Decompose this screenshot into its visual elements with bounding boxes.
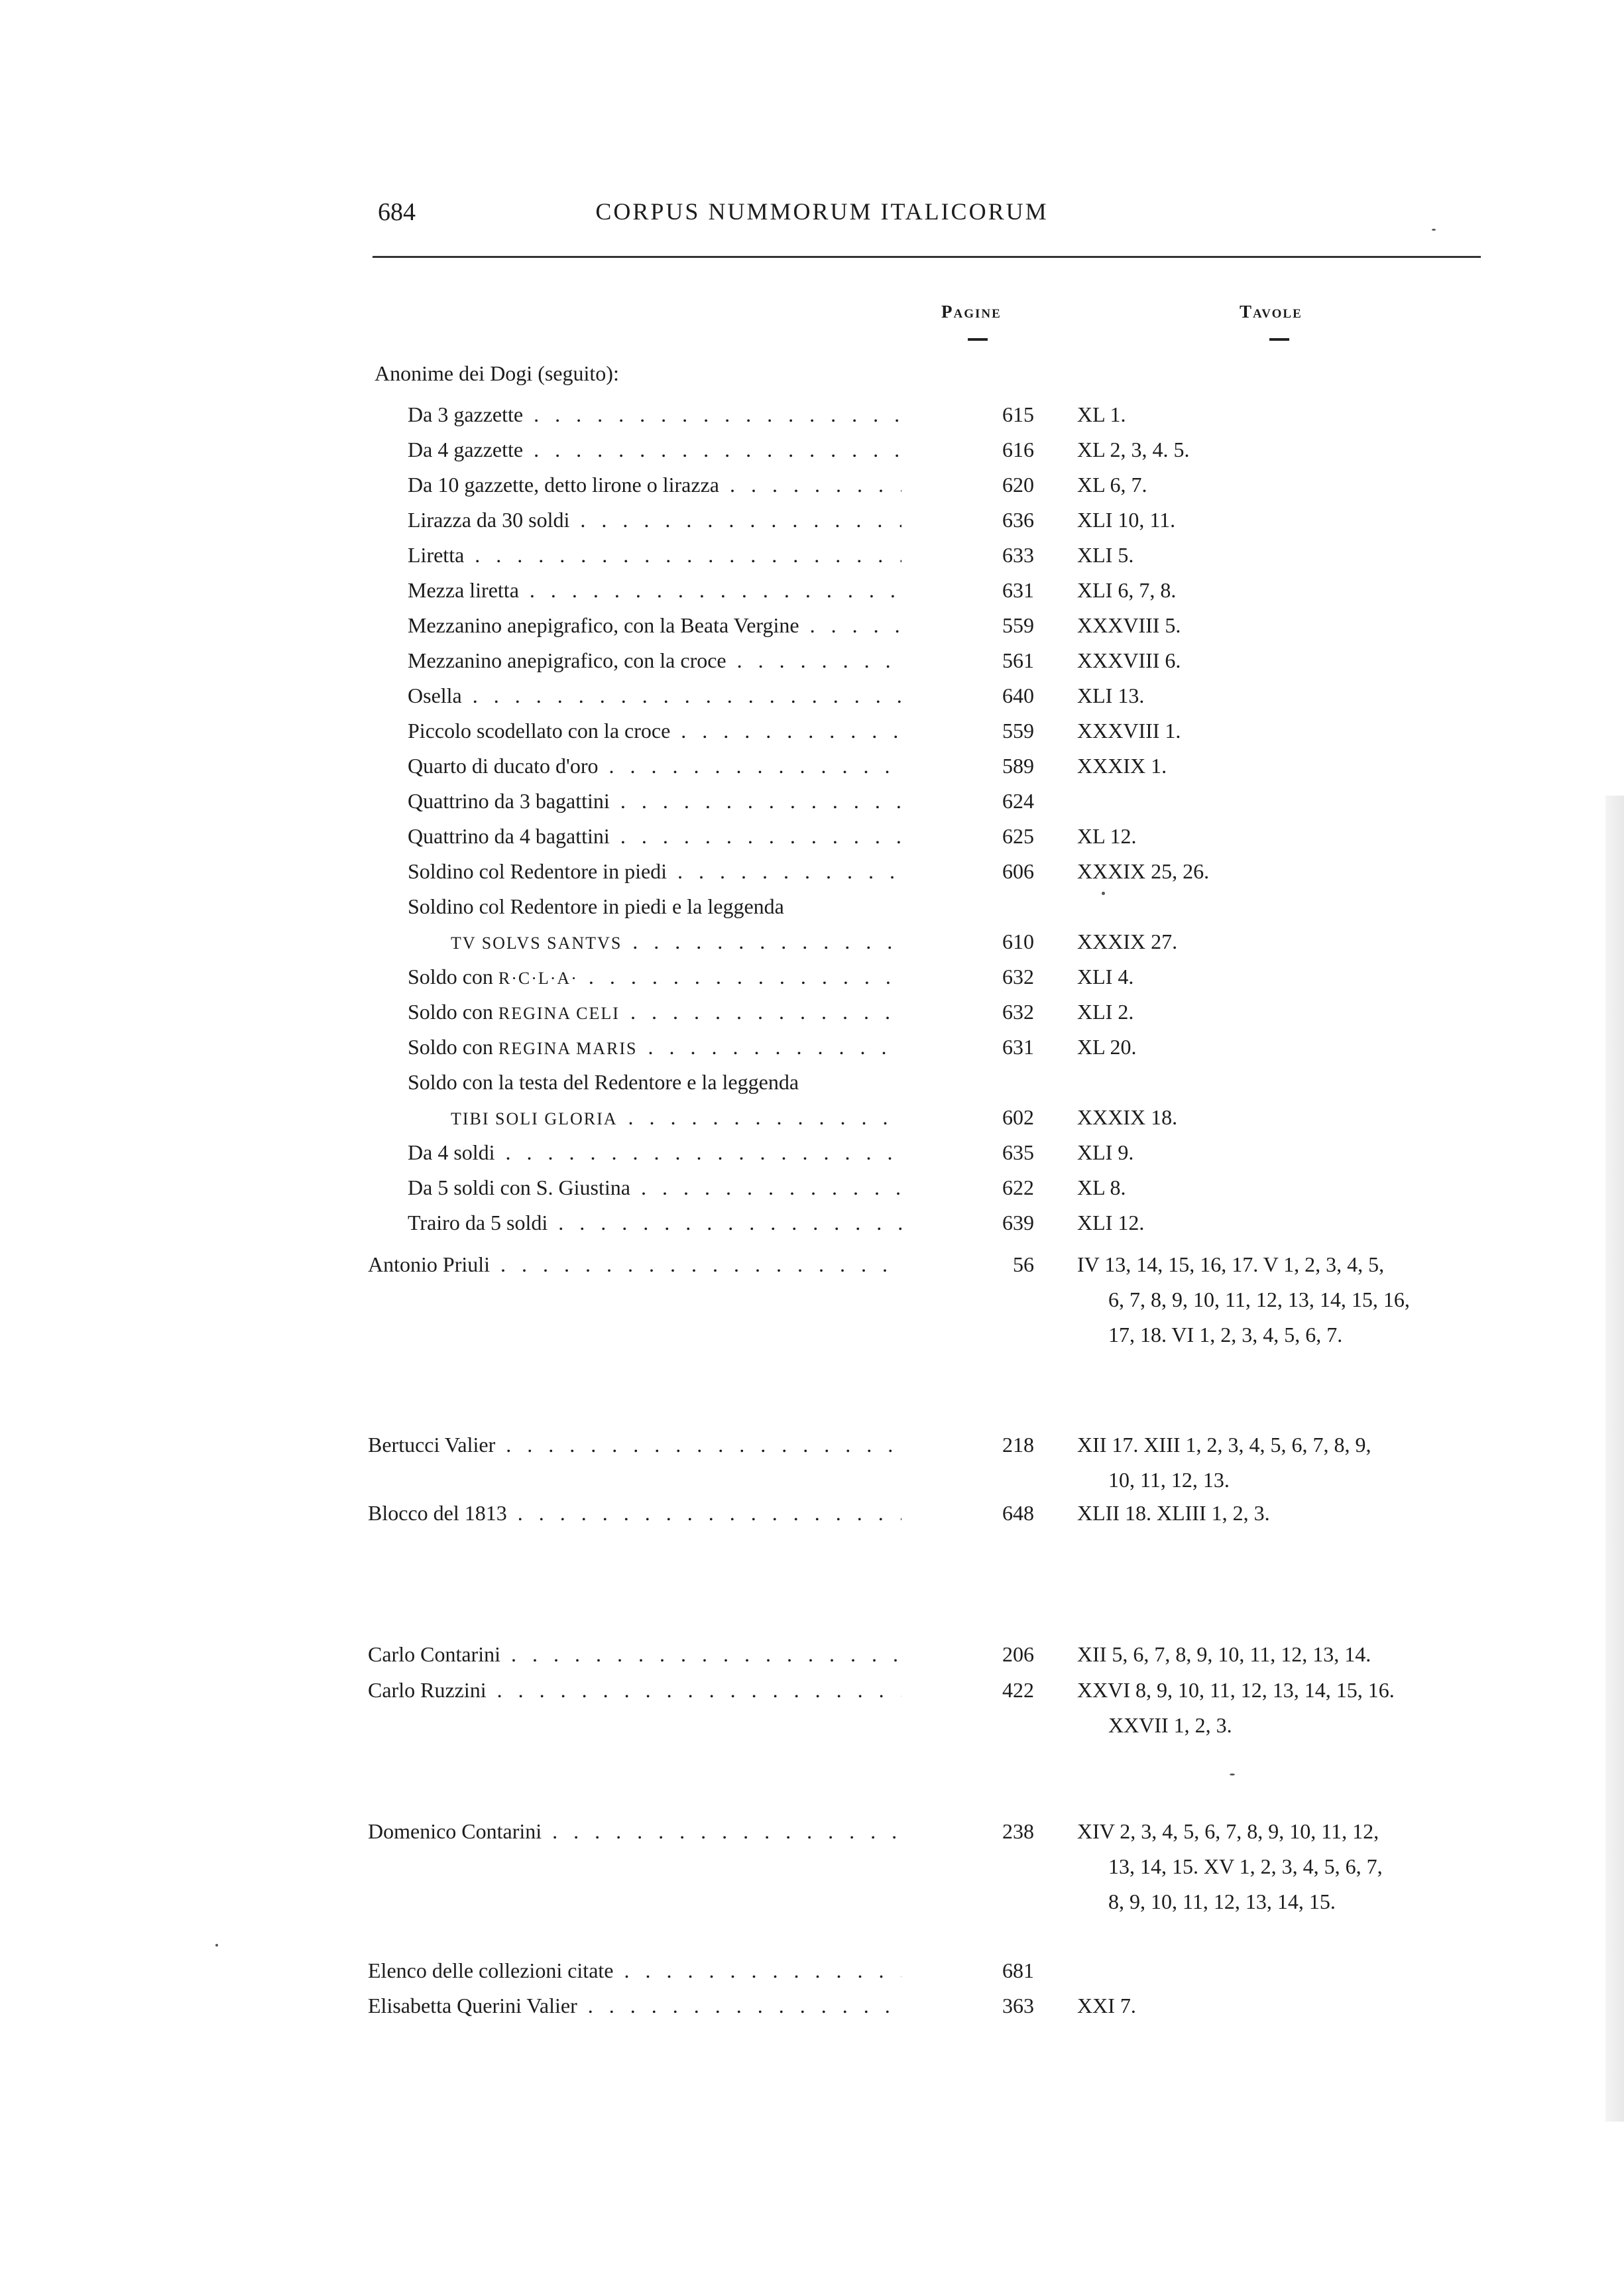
index-entry [368,1495,901,1531]
index-entry [368,1427,901,1463]
label-text: Lirazza da 30 soldi [408,508,570,532]
page-reference: 636 [1002,508,1034,532]
label-text: Soldo con [408,1000,498,1024]
plate-reference: XL 20. [1077,1035,1137,1059]
page-reference: 631 [1002,578,1034,602]
label-text: Da 4 soldi [408,1140,495,1164]
legend-text: REGINA MARIS [498,1039,638,1058]
index-sub-entry [408,1029,901,1065]
page-reference: 631 [1002,1035,1034,1059]
plate-reference: XLI 12. [1077,1211,1145,1234]
legend-text: REGINA CELI [498,1004,620,1023]
index-sub-entry [408,607,901,643]
entry-label [368,1952,901,1988]
label-text: Domenico Contarini [368,1819,542,1843]
plate-reference: XLI 4. [1077,965,1134,989]
label-text: Bertucci Valier [368,1433,496,1457]
index-sub-entry [408,467,901,503]
header-rule [373,256,1481,258]
plate-reference-continued: 8, 9, 10, 11, 12, 13, 14, 15. [1108,1890,1336,1913]
plate-reference: XXI 7. [1077,1994,1136,2017]
label-text: Quarto di ducato d'oro [408,754,599,778]
index-sub-entry [408,1205,901,1240]
entry-label [408,1029,901,1067]
page-reference: 624 [1002,789,1034,813]
index-sub-entry [408,396,901,432]
page-reference: 639 [1002,1211,1034,1234]
index-sub-entry [408,959,901,994]
page-reference: 681 [1002,1958,1034,1982]
page-reference: 632 [1002,965,1034,989]
legend-text: TV SOLVS SANTVS [451,933,622,953]
index-entry [368,1636,901,1672]
plate-reference: XL 12. [1077,824,1137,848]
index-sub-entry-text: Soldino col Redentore in piedi e la leggenda [408,894,784,918]
plate-reference: XLII 18. XLIII 1, 2, 3. [1077,1501,1270,1525]
entry-label [408,1205,901,1240]
page-reference: 422 [1002,1678,1034,1702]
group-heading: Anonime dei Dogi (seguito): [375,361,619,385]
page-reference: 610 [1002,930,1034,953]
label-text: Elenco delle collezioni citate [368,1958,614,1982]
entry-label [408,713,901,749]
entry-label [408,572,901,608]
running-title: CORPUS NUMMORUM ITALICORUM [595,198,1049,225]
entry-label [368,1427,901,1463]
plate-reference: XLI 6, 7, 8. [1077,578,1177,602]
label-text: Liretta [408,543,465,567]
index-entry [368,1988,901,2023]
speck [1230,1773,1235,1775]
entry-label [408,467,901,503]
entry-label [408,432,901,467]
label-text: Soldino col Redentore in piedi [408,859,667,883]
page-reference: 625 [1002,824,1034,848]
plate-reference: XXXVIII 6. [1077,648,1181,672]
plate-reference: XIV 2, 3, 4, 5, 6, 7, 8, 9, 10, 11, 12, [1077,1819,1379,1843]
page-reference: 559 [1002,719,1034,743]
index-sub-entry [408,994,901,1030]
plate-reference: XII 17. XIII 1, 2, 3, 4, 5, 6, 7, 8, 9, [1077,1433,1371,1457]
entry-label [368,1988,901,2023]
index-sub-entry [408,818,901,854]
plate-reference: XXVI 8, 9, 10, 11, 12, 13, 14, 15, 16. [1077,1678,1395,1702]
speck [215,1944,218,1947]
plate-reference: XL 6, 7. [1077,473,1147,497]
page-reference: 589 [1002,754,1034,778]
page-reference: 559 [1002,613,1034,637]
plate-reference: XXXIX 18. [1077,1105,1178,1129]
label-text: Da 10 gazzette, detto lirone o lirazza [408,473,719,497]
index-entry [368,1672,901,1708]
plate-reference: XII 5, 6, 7, 8, 9, 10, 11, 12, 13, 14. [1077,1642,1371,1666]
label-text: Da 5 soldi con S. Giustina [408,1175,630,1199]
page-reference: 238 [1002,1819,1034,1843]
entry-label [408,678,901,713]
entry-label [451,1099,901,1137]
page-reference: 620 [1002,473,1034,497]
page-reference: 635 [1002,1140,1034,1164]
plate-reference: XLI 13. [1077,684,1145,707]
label-text: Quattrino da 3 bagattini [408,789,610,813]
index-sub-entry [408,537,901,573]
plate-reference: XL 2, 3, 4. 5. [1077,438,1190,461]
page-reference: 206 [1002,1642,1034,1666]
page-reference: 602 [1002,1105,1034,1129]
entry-label [368,1495,901,1531]
page-reference: 363 [1002,1994,1034,2017]
index-entry [368,1952,901,1988]
page-reference: 218 [1002,1433,1034,1457]
label-text: Antonio Priuli [368,1252,491,1276]
index-sub-entry [408,678,901,713]
plate-reference: XXXVIII 5. [1077,613,1181,637]
index-sub-entry [408,713,901,749]
plate-reference-continued: 10, 11, 12, 13. [1108,1468,1230,1492]
entry-label [408,853,901,889]
label-text: Da 4 gazzette [408,438,524,461]
page-reference: 633 [1002,543,1034,567]
label-text: Soldo con [408,965,498,989]
column-rule-pagine [968,338,988,341]
entry-label [408,502,901,538]
label-text: Trairo da 5 soldi [408,1211,548,1234]
index-sub-entry [408,1170,901,1205]
plate-reference-continued: 17, 18. VI 1, 2, 3, 4, 5, 6, 7. [1108,1323,1343,1347]
plate-reference-continued: 13, 14, 15. XV 1, 2, 3, 4, 5, 6, 7, [1108,1854,1383,1878]
entry-label [408,537,901,573]
plate-reference: XLI 2. [1077,1000,1134,1024]
page-reference: 616 [1002,438,1034,461]
index-sub-entry [451,924,901,959]
page-edge-shadow [1605,796,1624,2122]
column-rule-tavole [1269,338,1289,341]
label-text: Carlo Contarini [368,1642,500,1666]
index-sub-entry-text: Soldo con la testa del Redentore e la leggenda [408,1070,799,1094]
page-number: 684 [378,198,416,226]
page-reference: 56 [1013,1252,1034,1276]
index-sub-entry [408,1134,901,1170]
plate-reference: XXXVIII 1. [1077,719,1181,743]
plate-reference: XXXIX 27. [1077,930,1178,953]
entry-label [368,1813,901,1849]
plate-reference: XXXIX 1. [1077,754,1167,778]
entry-label [368,1672,901,1708]
label-text: Blocco del 1813 [368,1501,507,1525]
label-text: Elisabetta Querini Valier [368,1994,577,2017]
entry-label [408,994,901,1032]
label-text: Piccolo scodellato con la croce [408,719,671,743]
label-text: Soldo con [408,1035,498,1059]
plate-reference-continued: XXVII 1, 2, 3. [1108,1713,1232,1737]
index-entry [368,1246,901,1282]
entry-label [408,818,901,854]
page-reference: 561 [1002,648,1034,672]
entry-label [408,607,901,643]
entry-label [408,748,901,784]
entry-label [408,959,901,996]
entry-label [408,1134,901,1170]
speck [1102,892,1105,895]
plate-reference: XLI 10, 11. [1077,508,1176,532]
index-sub-entry [408,748,901,784]
label-text: Osella [408,684,462,707]
entry-label [408,396,901,432]
plate-reference-continued: 6, 7, 8, 9, 10, 11, 12, 13, 14, 15, 16, [1108,1288,1410,1311]
label-text: Mezzanino anepigrafico, con la Beata Vergine [408,613,799,637]
index-sub-entry [408,642,901,678]
page-reference: 648 [1002,1501,1034,1525]
plate-reference: IV 13, 14, 15, 16, 17. V 1, 2, 3, 4, 5, [1077,1252,1385,1276]
index-sub-entry [408,783,901,819]
index-entry [368,1813,901,1849]
entry-label [451,924,901,961]
label-text: Da 3 gazzette [408,402,524,426]
page-reference: 606 [1002,859,1034,883]
plate-reference: XL 8. [1077,1175,1126,1199]
page-reference: 615 [1002,402,1034,426]
column-heading-pagine: Pagine [941,302,1002,322]
label-text: Mezzanino anepigrafico, con la croce [408,648,726,672]
plate-reference: XL 1. [1077,402,1126,426]
label-text: Carlo Ruzzini [368,1678,487,1702]
index-sub-entry [408,432,901,467]
plate-reference: XLI 9. [1077,1140,1134,1164]
legend-text: TIBI SOLI GLORIA [451,1109,618,1128]
page-reference: 622 [1002,1175,1034,1199]
entry-label [408,642,901,678]
entry-label [408,783,901,819]
entry-label [368,1246,901,1282]
column-heading-tavole: Tavole [1240,302,1303,322]
entry-label [408,1170,901,1205]
label-text: Mezza liretta [408,578,519,602]
plate-reference: XXXIX 25, 26. [1077,859,1210,883]
legend-text: R·C·L·A· [498,969,578,988]
index-sub-entry [451,1099,901,1135]
page-reference: 640 [1002,684,1034,707]
label-text: Quattrino da 4 bagattini [408,824,610,848]
index-sub-entry [408,853,901,889]
index-sub-entry [408,502,901,538]
entry-label [368,1636,901,1672]
speck [1432,229,1436,231]
plate-reference: XLI 5. [1077,543,1134,567]
page-reference: 632 [1002,1000,1034,1024]
index-sub-entry [408,572,901,608]
